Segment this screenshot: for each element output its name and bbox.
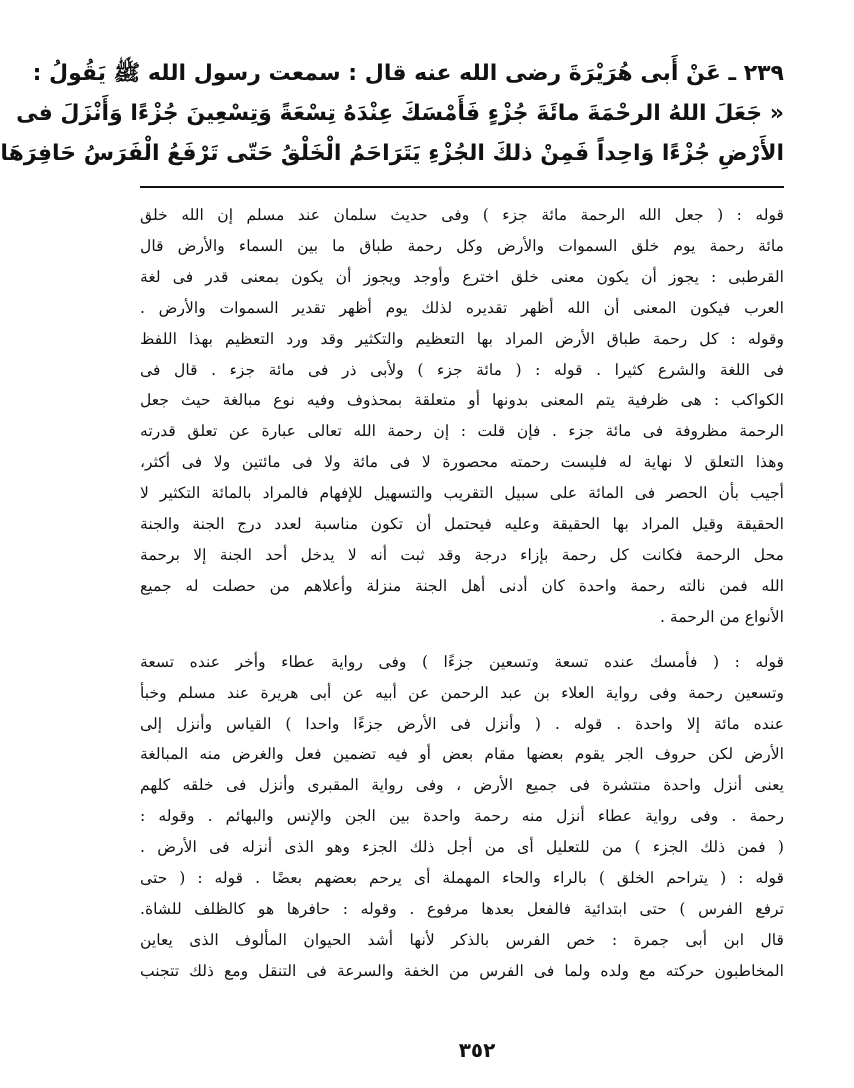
commentary-line: قوله : ( جعل الله الرحمة مائة جزء ) وفى حديث سلمان عند مسلم إن الله خلق [140, 206, 784, 224]
commentary-line: قال ابن أبى جمرة : خص الفرس بالذكر لأنها أشد الحيوان المألوف الذى يعاين [140, 930, 784, 949]
commentary-paragraph [140, 200, 784, 633]
commentary-line: محل الرحمة فكانت كل رحمة بإزاء درجة وقد ثبت أنه لا يدخل أحد الجنة إلا برحمة [140, 545, 784, 564]
commentary [140, 200, 784, 987]
page [0, 54, 784, 1074]
commentary-line: المخاطبون حركته مع ولده ولما فى الفرس من الخفة والسرعة فى التنقل ومع ذلك تتجنب [140, 961, 784, 980]
commentary-line: قوله : ( يتراحم الخلق ) بالراء والحاء المهملة أى يرحم بعضهم بعضًا . قوله : ( حتى [140, 869, 784, 888]
commentary-line: الكواكب : هى ظرفية يتم المعنى بدونها أو متعلقة بمحذوف وفيه نوع مبالغة حيث جعل [140, 391, 784, 410]
commentary-paragraph [140, 647, 784, 987]
separator-rule [140, 186, 784, 188]
commentary-line: الأرض لكن حروف الجر يقوم بعضها مقام بعض أو فيه تضمين فعل والغرض منه المبالغة [140, 745, 784, 764]
commentary-line: وتسعين رحمة وفى رواية العلاء بن عبد الرحمن عن أبيه عن أبى هريرة عند مسلم وخبأ [140, 683, 784, 702]
paragraph-gap [140, 633, 784, 647]
commentary-line: مائة رحمة يوم خلق السموات والأرض وكل رحمة طباق ما بين السماء والأرض قال [140, 236, 784, 255]
commentary-line: وقوله : كل رحمة طباق الأرض المراد بها التعظيم والتكثير وقد ورد التعظيم بهذا اللفظ [140, 329, 784, 348]
commentary-line: فى اللغة والشرع كثيرا . قوله : ( مائة جزء ) ولأبى ذر فى مائة جزء . قال فى [140, 360, 784, 379]
commentary-line: ترفع الفرس ) حتى ابتدائية فالفعل بعدها مرفوع . وقوله : حافرها هو كالظلف للشاة. [140, 899, 784, 918]
hadith-line: ٢٣٩ ـ عَنْ أَبى هُرَيْرَةَ رضى الله عنه قال : سمعت رسول الله ﷺ يَقُولُ : [32, 61, 784, 86]
commentary-line: الرحمة مظروفة فى مائة جزء . فإن قلت : إن رحمة الله تعالى عبارة عن تعلق قدرته [140, 422, 784, 441]
commentary-line: ( فمن ذلك الجزء ) من للتعليل أى من أجل ذلك الجزء وهو الذى أنزله فى الأرض . [140, 838, 784, 857]
commentary-line: العرب فيكون المعنى أن الله أظهر تقديره لذلك يوم أظهر تقدير السموات والأرض . [140, 298, 784, 317]
commentary-line: رحمة . وفى رواية عطاء أنزل منه رحمة واحدة بين الجن والإنس والبهائم . وقوله : [140, 807, 784, 826]
commentary-line: الله فمن نالته رحمة واحدة كان أدنى أهل الجنة منزلة وأعلاهم من حصلت له جميع [140, 576, 784, 595]
commentary-line: وهذا التعلق لا نهاية له فليست رحمته محصورة لا فى مائة ولا فى مائتين ولا فى أكثر، [140, 453, 784, 472]
commentary-line: يعنى أنزل واحدة منتشرة فى جميع الأرض ، وفى رواية المقبرى وأنزل فى خلقه كلهم [140, 776, 784, 795]
commentary-line: القرطبى : يجوز أن يكون معنى خلق اخترع وأوجد ويجوز أن يكون بمعنى قدر فى لغة [140, 267, 784, 286]
commentary-line: عنده مائة إلا واحدة . قوله . ( وأنزل فى الأرض جزءًا واحدا ) القياس وأنزل إلى [140, 714, 784, 733]
commentary-line: الحقيقة وقيل المراد بها الحقيقة وعليه فيحتمل أن تكون مناسبة لعدد درج الجنة والجنة [140, 515, 784, 534]
hadith-line: « جَعَلَ اللهُ الرحْمَةَ مائَةَ جُزْءٍ فَأَمْسَكَ عِنْدَهُ تِسْعَةً وَتِسْعِينَ جُزْءًا وَأَنْزَلَ فى [16, 101, 784, 126]
page-number: ٣٥٢ [458, 1038, 496, 1062]
commentary-line: قوله : ( فأمسك عنده تسعة وتسعين جزءًا ) وفى رواية عطاء وأخر عنده تسعة [140, 652, 784, 671]
hadith-line: الأَرْضِ جُزْءًا وَاحِداً فَمِنْ ذلكَ الجُزْءِ يَتَرَاحَمُ الْخَلْقُ حَتّى تَرْفَعُ الْفَرَسُ حَافِرَهَا [0, 141, 784, 166]
commentary-line: أجيب بأن الحصر فى المائة على سبيل التقريب والتسهيل للإفهام فالمراد بالمائة التكثير لا [140, 484, 784, 503]
hadith-text [0, 54, 784, 174]
commentary-line: الأنواع من الرحمة . [659, 607, 784, 626]
